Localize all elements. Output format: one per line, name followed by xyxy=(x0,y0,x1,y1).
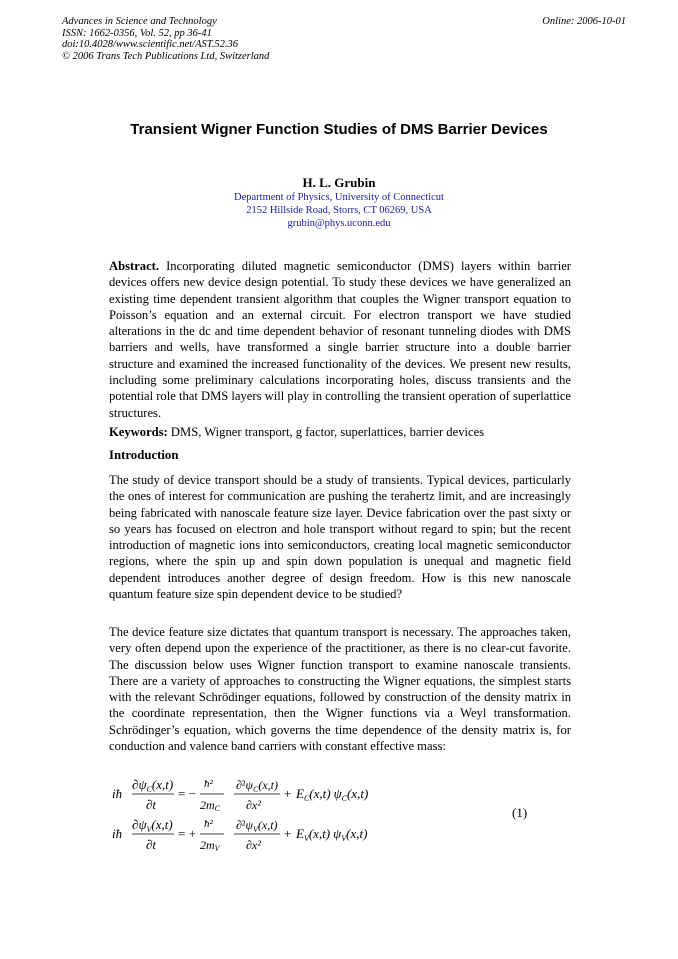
eq-hbar2: ħ² xyxy=(204,778,213,790)
eq-plus: + xyxy=(284,786,292,801)
eq-energy-v: $E_V(x,t)$ $\psi_V(x,t)$ xyxy=(296,826,368,843)
intro-paragraph-2-text: The device feature size dictates that quantum transport is necessary. The approaches taken, very often depend upon the experience of the practitioner, as there is no clear-cut favorite. The discussion below uses Wigner function transport to examine nanoscale transients. There are a variety of approaches to constructing the Wigner equations, the simplest starts with the relevant Schrödinger equations, followed by construction of the density matrix in the coordinate representation, then the Wigner functions via a Weyl transformation. Schrödinger’s equation, which governs the time dependence of the density matrix is, for conduction and valence band carriers with constant effective mass: xyxy=(109,625,571,754)
paper-title: Transient Wigner Function Studies of DMS Barrier Devices xyxy=(130,121,548,138)
eq-d2psi: $\partial^2\psi_C(x,t)$ xyxy=(236,778,278,794)
eq-partial-psi-v: $\partial\psi_V(x,t)$ xyxy=(132,817,173,834)
intro-paragraph-1 xyxy=(109,472,571,602)
keywords xyxy=(109,424,571,440)
eq-energy: $E_C(x,t)$ $\psi_C(x,t)$ xyxy=(296,786,369,803)
equation-number: (1) xyxy=(512,805,528,820)
online-date: Online: 2006-10-01 xyxy=(542,16,626,27)
affiliation-address: 2152 Hillside Road, Storrs, CT 06269, USA xyxy=(246,205,432,216)
eq-2m-v: 2mV xyxy=(200,838,220,853)
equation-valence xyxy=(112,817,367,853)
eq-2m: 2mC xyxy=(200,798,221,813)
copyright-line: © 2006 Trans Tech Publications Ltd, Switzerland xyxy=(62,50,270,62)
eq-minus: = − xyxy=(178,786,196,801)
equation-conduction xyxy=(112,777,368,813)
eq-d2psi-v: $\partial^2\psi_V(x,t)$ xyxy=(236,818,278,834)
eq-partial-psi: $\partial\psi_C(x,t)$ xyxy=(132,777,174,794)
eq-ihbar: iħ xyxy=(112,786,123,801)
affiliation-block xyxy=(0,191,678,230)
schrodinger-equations xyxy=(112,775,532,855)
eq-plus-v: + xyxy=(284,826,292,841)
author-name: H. L. Grubin xyxy=(302,175,376,190)
abstract-text: Incorporating diluted magnetic semiconductor (DMS) layers within barrier devices offers new device design potential. To study these devices we have generalized an existing time dependent transient algorithm that couples the Wigner transport equation to Poisson’s equation and an external circuit. For electron transport we have studied alterations in the dc and time dependent behavior of resonant tunneling diodes with DMS barriers and wells, have transformed a single barrier structure into a double barrier structure and examined the increased functionality of the devices. We present new results, including some preliminary calculations incorporating holes, discuss transients and the potential role that DMS layers will play in controlling the transient operation of superlattice structures. xyxy=(109,259,572,420)
intro-paragraph-2 xyxy=(109,624,571,754)
journal-name: Advances in Science and Technology xyxy=(62,16,217,27)
eq-dx2: ∂x² xyxy=(246,798,261,812)
keywords-text: DMS, Wigner transport, g factor, superlattices, barrier devices xyxy=(170,425,485,439)
affiliation-department: Department of Physics, University of Connecticut xyxy=(234,192,444,203)
eq-dt-v: ∂t xyxy=(146,837,157,852)
journal-header xyxy=(62,16,269,62)
keywords-label: Keywords: xyxy=(109,425,168,439)
eq-ihbar-v: iħ xyxy=(112,826,123,841)
eq-plus-eq: = + xyxy=(178,826,196,841)
eq-dt: ∂t xyxy=(146,797,157,812)
issn-line: ISSN: 1662-0356, Vol. 52, pp 36-41 xyxy=(62,27,212,39)
eq-dx2-v: ∂x² xyxy=(246,838,261,852)
intro-paragraph-1-text: The study of device transport should be a study of transients. Typical devices, particularly the ones of interest for communication are pushing the terahertz limit, and are increasingly being fabricated with nanoscale feature size layer. Device fabrication over the past sixty or so years has focused on electron and hole transport without regard to spin; but the recent introduction of magnetic ions into semiconductors, creating local magnetic semiconductor regions, where the spin up and spin down population is unequal and magnetic field dependent introduces another degree of design freedom. How is this new nanoscale quantum feature size spin dependent device to be studied? xyxy=(109,473,571,602)
author-email[interactable]: grubin@phys.uconn.edu xyxy=(287,218,391,229)
eq-hbar2-v: ħ² xyxy=(204,818,213,830)
abstract xyxy=(109,258,571,421)
doi-line: doi:10.4028/www.scientific.net/AST.52.36 xyxy=(62,39,239,50)
section-heading-introduction: Introduction xyxy=(109,448,179,462)
abstract-label: Abstract. xyxy=(109,259,160,273)
